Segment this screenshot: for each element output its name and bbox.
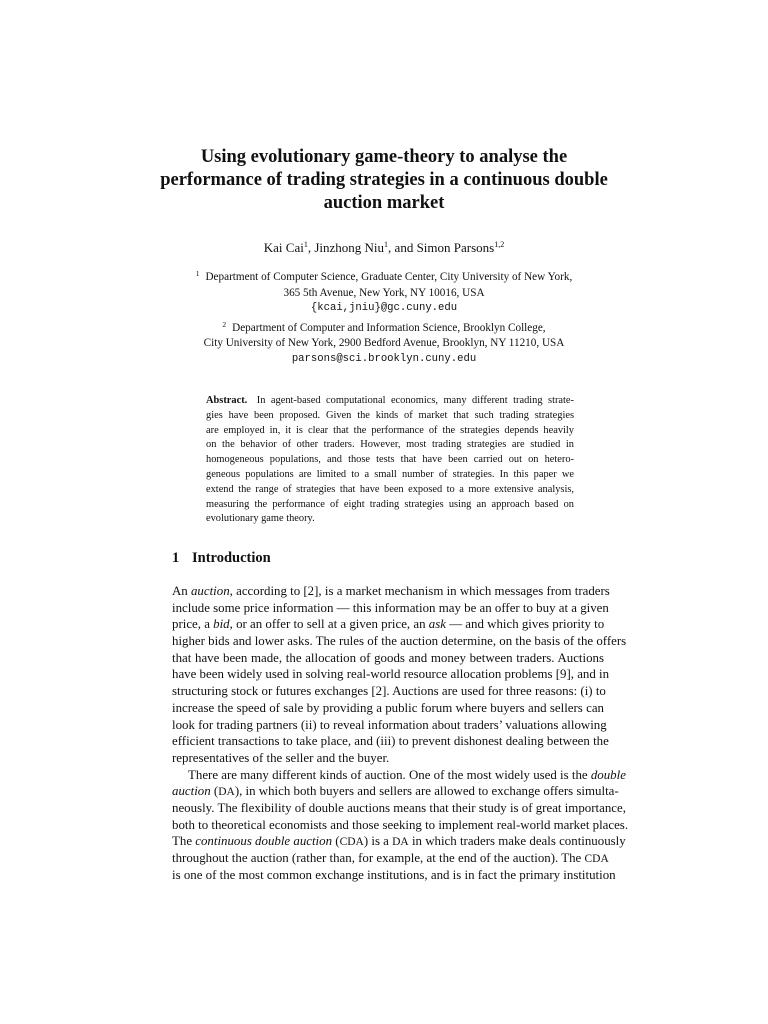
abstract-label: Abstract.	[206, 395, 248, 406]
author-affil-mark: 1	[384, 240, 389, 249]
author-affil-mark: 1	[303, 240, 308, 249]
abstract	[206, 394, 574, 527]
body-line: have been widely used in solving real-world resource allocation problems [9], and in	[172, 667, 610, 682]
affiliation-mark: 1	[195, 269, 200, 278]
body-line: that have been made, the allocation of goods and money between traders. Auctions	[172, 650, 604, 665]
abstract-line: are employed in, it is clear that the performance of the strategies depends heavily	[206, 424, 574, 436]
author-name: Simon Parsons	[416, 240, 495, 255]
section-heading	[172, 549, 271, 567]
author-separator: , and	[388, 240, 417, 255]
affiliation-line: $^2$ Department of Computer and Information Science, Brooklyn College,	[222, 319, 546, 334]
affiliation-line: $^1$ Department of Computer Science, Graduate Center, City University of New York,	[195, 269, 573, 283]
title-line: performance of trading strategies in a continuous double	[160, 170, 608, 190]
abstract-line: measuring the performance of eight trading strategies using an approach based on	[206, 498, 574, 510]
body-line: throughout the auction (rather than, for example, at the end of the auction). The CDA	[172, 851, 609, 865]
title-line: Using evolutionary game-theory to analyse the	[200, 147, 568, 167]
body-line: auction (DA), in which both buyers and sellers are allowed to exchange offers simulta-	[172, 784, 619, 799]
body-text	[172, 583, 629, 883]
body-line: There are many different kinds of auction. One of the most widely used is the double	[188, 767, 626, 782]
body-line: is one of the most common exchange institutions, and is in fact the primary institution	[172, 867, 616, 882]
abstract-line: on the behavior of other traders. However, most trading strategies are studied in	[206, 439, 574, 451]
body-line: structuring stock or futures exchanges [2]. Auctions are used for three reasons: (i) to	[172, 684, 606, 699]
body-line: both to theoretical economists and those seeking to implement real-world market places.	[172, 817, 629, 832]
author-name: Jinzhong Niu	[314, 240, 385, 255]
author-list: Kai Cai$^1$, Jinzhong Niu$^1$, and Simon Parsons$^{1,2}$	[263, 240, 505, 255]
body-line: efficient transactions to take place, and (iii) to prevent dishonest dealing between the	[172, 734, 609, 749]
body-line: neously. The flexibility of double auctions means that their study is of great importance,	[172, 800, 626, 815]
abstract-line: geneous populations are limited to a small number of strategies. In this paper we	[206, 468, 574, 480]
affiliation-line: 365 5th Avenue, New York, NY 10016, USA	[283, 286, 485, 299]
paper-title	[160, 146, 608, 215]
author-name: Kai Cai	[263, 240, 304, 255]
body-line: look for trading partners (ii) to reveal information about traders’ valuations allowing	[172, 717, 607, 732]
title-line: auction market	[323, 193, 445, 213]
email-address: {kcai,jniu}@gc.cuny.edu	[310, 302, 458, 314]
abstract-line: extend the range of strategies that have been exposed to a more extensive analysis,	[206, 483, 574, 495]
section-number: 1	[172, 550, 180, 566]
abstract-line: evolutionary game theory.	[206, 513, 315, 525]
body-line: The continuous double auction (CDA) is a DA in which traders make deals continuously	[172, 834, 626, 849]
body-line: representatives of the seller and the buyer.	[172, 750, 390, 765]
email-address: parsons@sci.brooklyn.cuny.edu	[291, 352, 477, 365]
body-line: price, a bid, or an offer to sell at a given price, an ask — and which gives priority to	[172, 617, 605, 632]
body-line: higher bids and lower asks. The rules of the auction determine, on the basis of the offers	[172, 634, 627, 649]
section-title: Introduction	[192, 550, 271, 566]
body-line: increase the speed of sale by providing a public forum where buyers and sellers can	[172, 700, 604, 715]
affiliation-mark: 2	[222, 319, 227, 329]
affiliations	[0, 266, 768, 367]
abstract-line: Abstract. In agent-based computational economics, many different trading strate-	[206, 395, 574, 406]
abstract-line: homogeneous populations, and those tests that have been carried out on hetero-	[206, 454, 574, 466]
affiliation-line: City University of New York, 2900 Bedford Avenue, Brooklyn, NY 11210, USA	[203, 337, 565, 349]
abstract-line: gies have been proposed. Given the kinds of market that such trading strategies	[206, 409, 574, 421]
body-line: include some price information — this information may be an offer to buy at a given	[172, 600, 609, 615]
body-line: An auction, according to [2], is a market mechanism in which messages from traders	[172, 584, 610, 598]
author-affil-mark: 1,2	[494, 240, 505, 249]
